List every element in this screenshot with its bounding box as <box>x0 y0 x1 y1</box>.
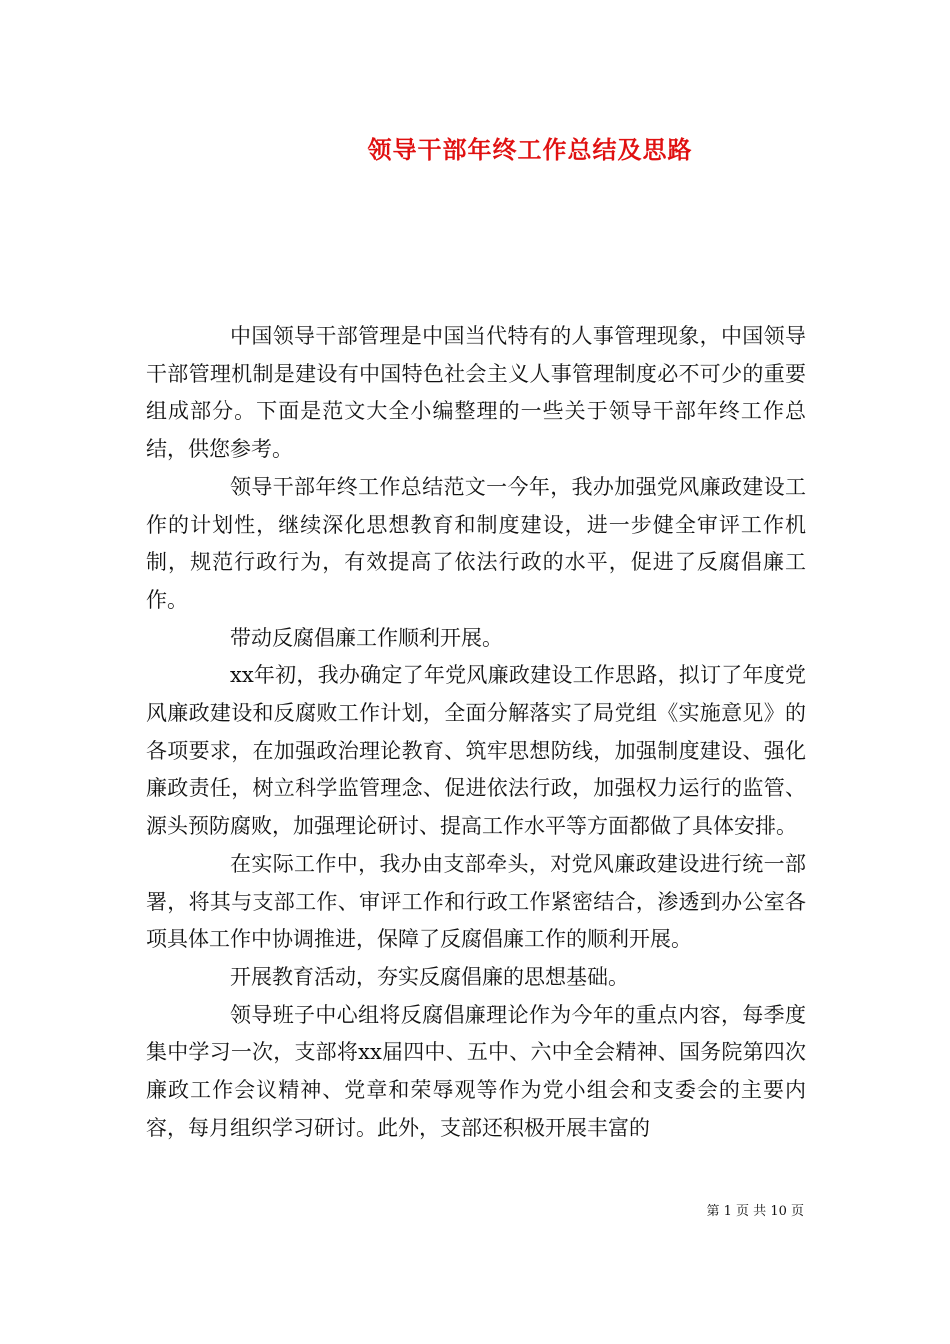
document-body <box>146 318 806 1147</box>
paragraph-4: xx年初，我办确定了年党风廉政建设工作思路，拟订了年度党风廉政建设和反腐败工作计划，全面分解落实了局党组《实施意见》的各项要求，在加强政治理论教育、筑牢思想防线，加强制度建设、强化廉政责任，树立科学监管理念、促进依法行政，加强权力运行的监管、源头预防腐败，加强理论研讨、提高工作水平等方面都做了具体安排。 <box>146 663 806 839</box>
paragraph-2: 领导干部年终工作总结范文一今年，我办加强党风廉政建设工作的计划性，继续深化思想教育和制度建设，进一步健全审评工作机制，规范行政行为，有效提高了依法行政的水平，促进了反腐倡廉工作。 <box>146 474 806 612</box>
paragraph-7: 领导班子中心组将反腐倡廉理论作为今年的重点内容，每季度集中学习一次，支部将xx届四中、五中、六中全会精神、国务院第四次廉政工作会议精神、党章和荣辱观等作为党小组会和支委会的主要内容，每月组织学习研讨。此外，支部还积极开展丰富的 <box>146 1002 806 1140</box>
document-title: 领导干部年终工作总结及思路 <box>367 135 693 164</box>
paragraph-6: 开展教育活动，夯实反腐倡廉的思想基础。 <box>230 964 629 989</box>
page-number-footer: 第 1 页 共 10 页 <box>706 1204 804 1219</box>
paragraph-3: 带动反腐倡廉工作顺利开展。 <box>230 625 503 650</box>
paragraph-1: 中国领导干部管理是中国当代特有的人事管理现象，中国领导干部管理机制是建设有中国特色社会主义人事管理制度必不可少的重要组成部分。下面是范文大全小编整理的一些关于领导干部年终工作总结，供您参考。 <box>146 324 806 462</box>
paragraph-5: 在实际工作中，我办由支部牵头，对党风廉政建设进行统一部署，将其与支部工作、审评工作和行政工作紧密结合，渗透到办公室各项具体工作中协调推进，保障了反腐倡廉工作的顺利开展。 <box>146 851 806 952</box>
